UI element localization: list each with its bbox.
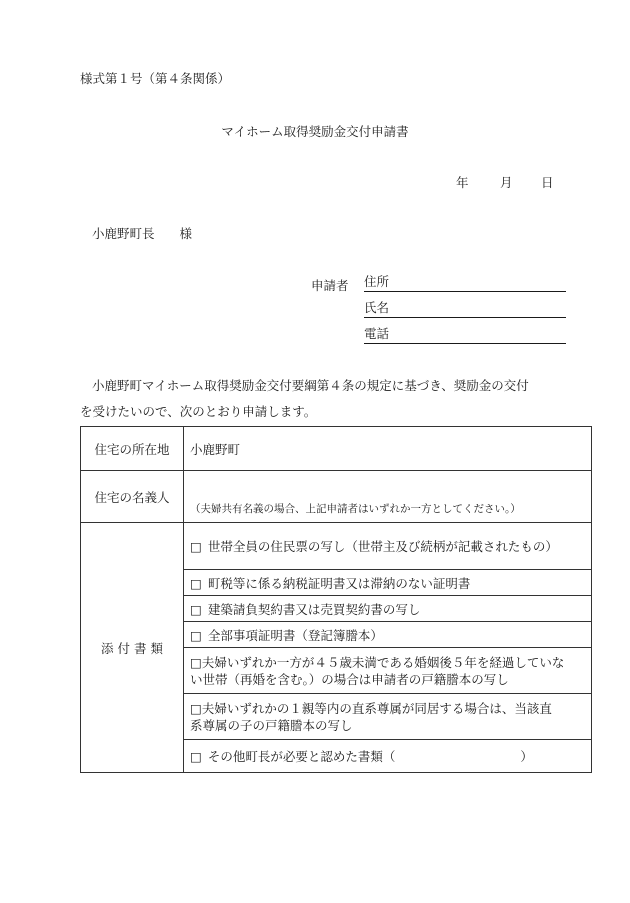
attachment-text: 全部事項証明書（登記簿謄本）	[207, 627, 383, 643]
application-table	[80, 426, 592, 773]
addressee: 小鹿野町長 様	[92, 226, 193, 241]
checkbox-icon[interactable]: □	[190, 539, 202, 554]
attachment-item-6[interactable]	[184, 694, 592, 740]
name-field[interactable]	[364, 300, 566, 318]
body-text-line-1: 小鹿野町マイホーム取得奨励金交付要綱第４条の規定に基づき、奨励金の交付	[92, 378, 529, 393]
owner-label: 住宅の名義人	[81, 471, 184, 523]
checkbox-icon[interactable]: □	[190, 749, 202, 764]
checkbox-icon[interactable]: □	[190, 654, 202, 670]
checkbox-icon[interactable]: □	[190, 575, 202, 591]
attachment-item-5[interactable]	[184, 648, 592, 694]
attachment-item-4[interactable]	[184, 622, 592, 648]
attachment-item-2[interactable]	[184, 570, 592, 596]
table-row-owner	[81, 471, 592, 523]
attachment-text: 世帯全員の住民票の写し（世帯主及び続柄が記載されたもの）	[207, 539, 558, 554]
attachment-item-3[interactable]	[184, 596, 592, 622]
attachment-item-1[interactable]	[184, 523, 592, 570]
location-label: 住宅の所在地	[81, 427, 184, 471]
attachment-text-cont: い世帯（再婚を含む。）の場合は申請者の戸籍謄本の写し	[190, 671, 509, 687]
checkbox-icon[interactable]: □	[190, 601, 202, 617]
date-year-label: 年	[456, 175, 469, 190]
phone-label: 電話	[364, 326, 390, 341]
date-day-label: 日	[541, 175, 554, 190]
applicant-label: 申請者	[311, 278, 349, 293]
checkbox-icon[interactable]: □	[190, 700, 202, 716]
attachment-text: その他町長が必要と認めた書類（ ）	[207, 749, 533, 764]
checkbox-icon[interactable]: □	[190, 627, 202, 643]
address-label: 住所	[364, 274, 390, 289]
body-text-line-2: を受けたいので、次のとおり申請します。	[80, 404, 317, 419]
attachment-row	[81, 523, 592, 570]
document-title: マイホーム取得奨励金交付申請書	[221, 124, 409, 139]
table-row-location	[81, 427, 592, 471]
attachment-text-cont: 系尊属の子の戸籍謄本の写し	[190, 717, 353, 733]
name-label: 氏名	[364, 300, 390, 315]
address-field[interactable]	[364, 274, 566, 292]
date-month-label: 月	[500, 175, 513, 190]
phone-field[interactable]	[364, 326, 566, 344]
attachment-text: 建築請負契約書又は売買契約書の写し	[207, 601, 421, 617]
attachment-text: 町税等に係る納税証明書又は滞納のない証明書	[207, 575, 471, 591]
attachment-text: 夫婦いずれかの１親等内の直系尊属が同居する場合は、当該直	[201, 700, 552, 716]
owner-note[interactable]: （夫婦共有名義の場合、上記申請者はいずれか一方としてください。）	[184, 471, 592, 523]
location-value[interactable]: 小鹿野町	[184, 427, 592, 471]
attachment-item-7[interactable]	[184, 740, 592, 773]
attachments-label: 添 付 書 類	[81, 523, 184, 773]
attachment-text: 夫婦いずれか一方が４５歳未満である婚姻後５年を経過していな	[201, 654, 565, 670]
form-number: 様式第１号（第４条関係）	[80, 71, 231, 86]
